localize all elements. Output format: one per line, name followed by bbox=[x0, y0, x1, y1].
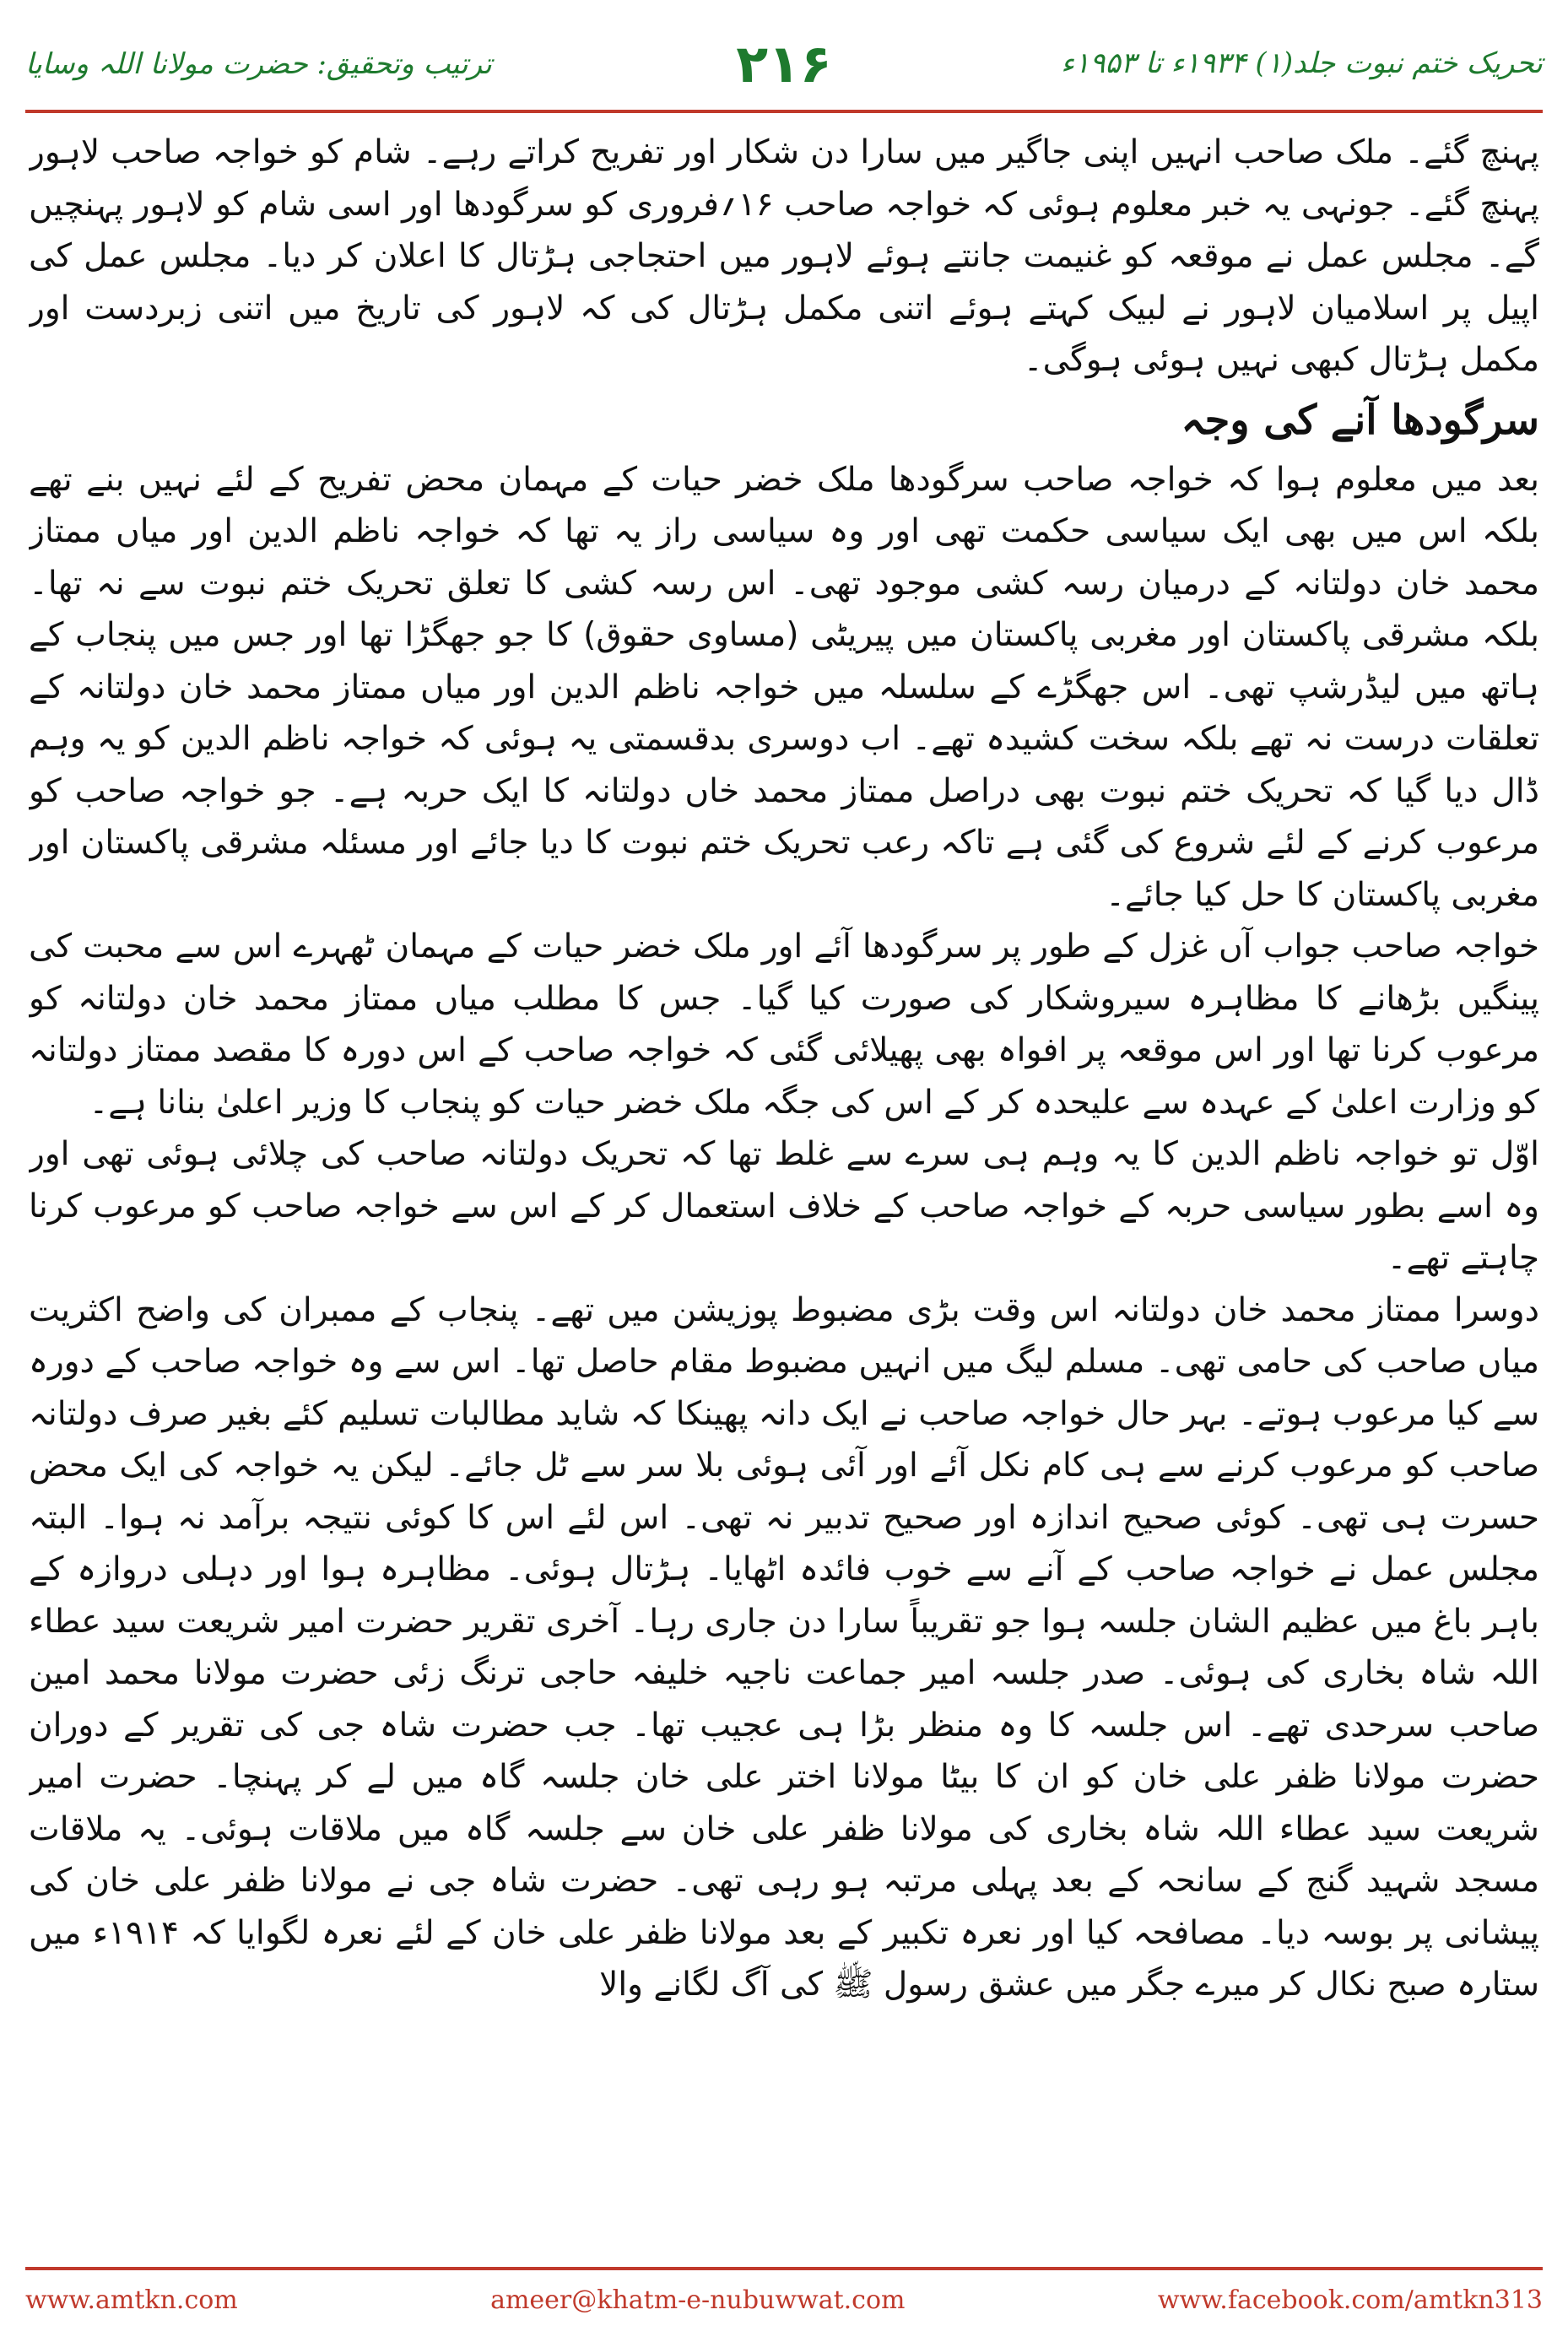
page-number: ۲۱۶ bbox=[736, 32, 832, 95]
page-header bbox=[25, 17, 1543, 110]
footer-divider bbox=[25, 2267, 1543, 2270]
paragraph-5: دوسرا ممتاز محمد خان دولتانہ اس وقت بڑی مضبوط پوزیشن میں تھے۔ پنجاب کے ممبران کی واضح اکثریت میاں صاحب کی حامی تھی۔ مسلم لیگ میں انہیں مضبوط مقام حاصل تھا۔ اس سے وہ خواجہ صاحب کے دورہ سے کیا مرعوب ہوتے۔ بہر حال خواجہ صاحب نے ایک دانہ پھینکا کہ شاید مطالبات تسلیم کئے بغیر صرف دولتانہ صاحب کو مرعوب کرنے سے ہی کام نکل آئے اور آئی ہوئی بلا سر سے ٹل جائے۔ لیکن یہ خواجہ کی ایک محض حسرت ہی تھی۔ کوئی صحیح اندازہ اور صحیح تدبیر نہ تھی۔ اس لئے اس کا کوئی نتیجہ برآمد نہ ہوا۔ البتہ مجلس عمل نے خواجہ صاحب کے آنے سے خوب فائدہ اٹھایا۔ ہڑتال ہوئی۔ مظاہرہ ہوا اور دہلی دروازہ کے باہر باغ میں عظیم الشان جلسہ ہوا جو تقریباً سارا دن جاری رہا۔ آخری تقریر حضرت امیر شریعت سید عطاء اللہ شاہ بخاری کی ہوئی۔ صدر جلسہ امیر جماعت ناجیہ خلیفہ حاجی ترنگ زئی حضرت مولانا محمد امین صاحب سرحدی تھے۔ اس جلسہ کا وہ منظر بڑا ہی عجیب تھا۔ جب حضرت شاہ جی کی تقریر کے دوران حضرت مولانا ظفر علی خان کو ان کا بیٹا مولانا اختر علی خان جلسہ گاہ میں لے کر پہنچا۔ حضرت امیر شریعت سید عطاء اللہ شاہ بخاری کی مولانا ظفر علی خان سے جلسہ گاہ میں ملاقات ہوئی۔ یہ ملاقات مسجد شہید گنج کے سانحہ کے بعد پہلی مرتبہ ہو رہی تھی۔ حضرت شاہ جی نے مولانا ظفر علی خان کی پیشانی پر بوسہ دیا۔ مصافحہ کیا اور نعرہ تکبیر کے بعد مولانا ظفر علی خان کے لئے نعرہ لگوایا کہ ۱۹۱۴ء میں ستارہ صبح نکال کر میرے جگر میں عشق رسول ﷺ کی آگ لگانے والا bbox=[29, 1290, 1539, 2004]
email-link[interactable]: ameer@khatm-e-nubuwwat.com bbox=[490, 2285, 906, 2315]
header-divider bbox=[25, 110, 1543, 113]
paragraph-3: خواجہ صاحب جواب آں غزل کے طور پر سرگودھا آئے اور ملک خضر حیات کے مہمان ٹھہرے اس سے محبت کی پینگیں بڑھانے کا مظاہرہ سیروشکار کی صورت کیا گیا۔ جس کا مطلب میاں ممتاز محمد خان دولتانہ کو مرعوب کرنا تھا اور اس موقعہ پر افواہ بھی پھیلائی گئی کہ خواجہ صاحب کے اس دورہ کا مقصد ممتاز دولتانہ کو وزارت اعلیٰ کے عہدہ سے علیحدہ کر کے اس کی جگہ ملک خضر حیات کو پنجاب کا وزیر اعلیٰ بنانا ہے۔ bbox=[29, 928, 1539, 1122]
page-body bbox=[29, 127, 1539, 2258]
page-footer bbox=[25, 2274, 1543, 2325]
paragraph-4: اوّل تو خواجہ ناظم الدین کا یہ وہم ہی سرے سے غلط تھا کہ تحریک دولتانہ صاحب کی چلائی ہوئی تھی اور وہ اسے بطور سیاسی حربہ کے خواجہ صاحب کے خلاف استعمال کر کے اس سے خواجہ صاحب کو مرعوب کرنا چاہتے تھے۔ bbox=[29, 1135, 1539, 1277]
section-heading: سرگودھا آنے کی وجہ bbox=[1181, 396, 1539, 444]
facebook-link[interactable]: www.facebook.com/amtkn313 bbox=[1157, 2285, 1543, 2315]
compiler-credit: ترتیب وتحقیق: حضرت مولانا اللہ وسایا bbox=[25, 46, 492, 81]
paragraph-1: پہنچ گئے۔ ملک صاحب انہیں اپنی جاگیر میں سارا دن شکار اور تفریح کراتے رہے۔ شام کو خواجہ صاحب لاہور پہنچ گئے۔ جونہی یہ خبر معلوم ہوئی کہ خواجہ صاحب ۱۶؍فروری کو سرگودھا اور اسی شام کو لاہور پہنچیں گے۔ مجلس عمل نے موقعہ کو غنیمت جانتے ہوئے لاہور میں احتجاجی ہڑتال کا اعلان کر دیا۔ مجلس عمل کی اپیل پر اسلامیان لاہور نے لبیک کہتے ہوئے اتنی مکمل ہڑتال کی کہ لاہور کی تاریخ میں اتنی زبردست اور مکمل ہڑتال کبھی نہیں ہوئی ہوگی۔ bbox=[29, 133, 1539, 379]
paragraph-2: بعد میں معلوم ہوا کہ خواجہ صاحب سرگودھا ملک خضر حیات کے مہمان محض تفریح کے لئے نہیں بنے تھے بلکہ اس میں بھی ایک سیاسی حکمت تھی اور وہ سیاسی راز یہ تھا کہ خواجہ ناظم الدین اور میاں ممتاز محمد خان دولتانہ کے درمیان رسہ کشی موجود تھی۔ اس رسہ کشی کا تعلق تحریک ختم نبوت سے نہ تھا۔ بلکہ مشرقی پاکستان اور مغربی پاکستان میں پیریٹی (مساوی حقوق) کا جو جھگڑا تھا اور جس میں پنجاب کے ہاتھ میں لیڈرشپ تھی۔ اس جھگڑے کے سلسلہ میں خواجہ ناظم الدین اور میاں ممتاز محمد خان دولتانہ کے تعلقات درست نہ تھے بلکہ سخت کشیدہ تھے۔ اب دوسری بدقسمتی یہ ہوئی کہ خواجہ ناظم الدین کو یہ وہم ڈال دیا گیا کہ تحریک ختم نبوت بھی دراصل ممتاز محمد خاں دولتانہ کا ایک حربہ ہے۔ جو خواجہ صاحب کو مرعوب کرنے کے لئے شروع کی گئی ہے تاکہ رعب تحریک ختم نبوت کا دیا جائے اور مسئلہ مشرقی پاکستان اور مغربی پاکستان کا حل کیا جائے۔ bbox=[29, 460, 1539, 914]
book-title: تحریک ختم نبوت جلد(۱) ۱۹۳۴ء تا ۱۹۵۳ء bbox=[1061, 46, 1543, 80]
website-link[interactable]: www.amtkn.com bbox=[25, 2285, 238, 2315]
